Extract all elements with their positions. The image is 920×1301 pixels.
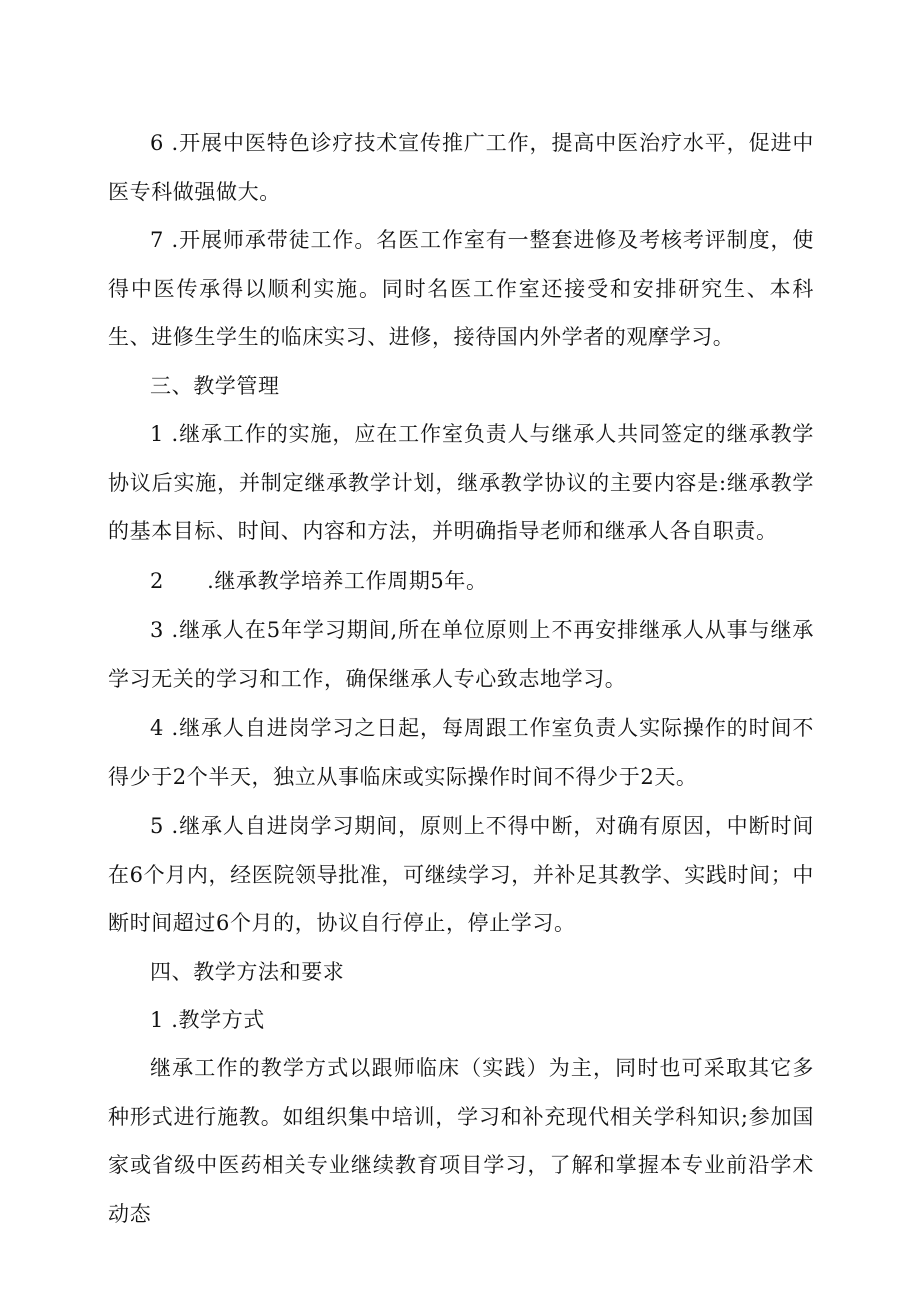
paragraph-management-4: 4 .继承人自进岗学习之日起，每周跟工作室负责人实际操作的时间不得少于2个半天，独立从事临床或实际操作时间不得少于2天。 (108, 716, 814, 789)
section-heading-teaching-management: 三、教学管理 (150, 374, 280, 398)
subheading-teaching-mode: 1 .教学方式 (150, 1008, 265, 1032)
section-heading-teaching-methods: 四、教学方法和要求 (150, 960, 345, 984)
paragraph-item-6: 6 .开展中医特色诊疗技术宣传推广工作，提高中医治疗水平，促进中医专科做强做大。 (108, 131, 814, 204)
paragraph-item-7: 7 .开展师承带徒工作。名医工作室有一整套进修及考核考评制度，使得中医传承得以顺利实施。同时名医工作室还接受和安排研究生、本科生、进修生学生的临床实习、进修，接待国内外学者的观摩学习。 (108, 228, 814, 349)
paragraph-management-1: 1 .继承工作的实施，应在工作室负责人与继承人共同签定的继承教学协议后实施，并制定继承教学计划，继承教学协议的主要内容是:继承教学的基本目标、时间、内容和方法，并明确指导老师和继承人各自职责。 (108, 422, 814, 543)
paragraph-management-5: 5 .继承人自进岗学习期间，原则上不得中断，对确有原因，中断时间在6个月内，经医院领导批准，可继续学习，并补足其教学、实践时间；中断时间超过6个月的，协议自行停止，停止学习。 (108, 814, 814, 935)
paragraph-management-2: 2 .继承教学培养工作周期5年。 (150, 569, 488, 593)
paragraph-teaching-mode: 继承工作的教学方式以跟师临床（实践）为主，同时也可采取其它多种形式进行施教。如组织集中培训，学习和补充现代相关学科知识;参加国家或省级中医药相关专业继续教育项目学习，了解和掌握本专业前沿学术动态 (108, 1056, 814, 1226)
paragraph-management-3: 3 .继承人在5年学习期间,所在单位原则上不再安排继承人从事与继承学习无关的学习和工作，确保继承人专心致志地学习。 (108, 618, 814, 691)
